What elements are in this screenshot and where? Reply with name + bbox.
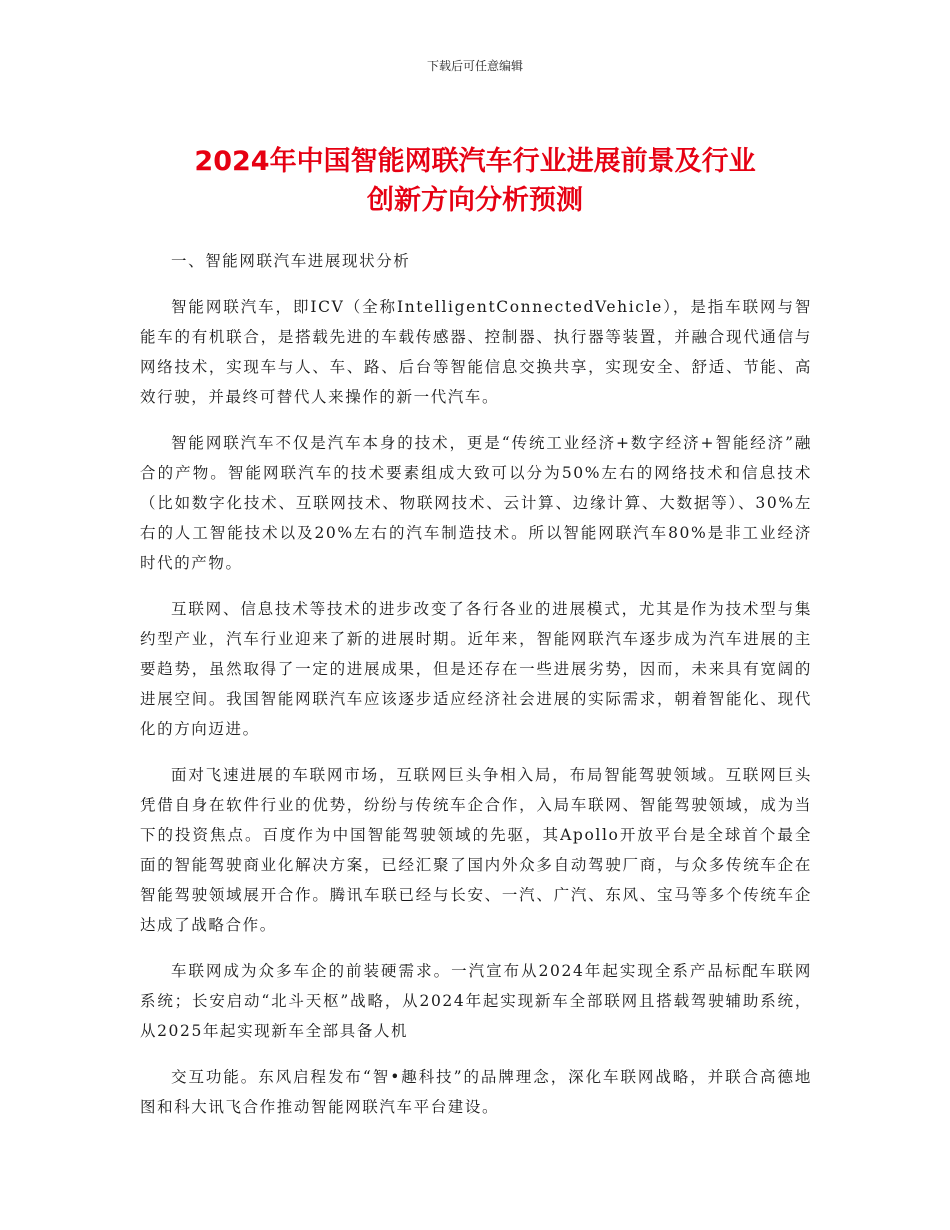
document-body xyxy=(140,246,812,1138)
paragraph-icv-definition: 智能网联汽车，即ICV（全称IntelligentConnectedVehicle），是指车联网与智能车的有机联合，是搭载先进的车载传感器、控制器、执行器等装置，并融合现代通信与网络技术，实现车与人、车、路、后台等智能信息交换共享，实现安全、舒适、节能、高效行驶，并最终可替代人来操作的新一代汽车。 xyxy=(140,298,812,406)
document-title xyxy=(130,142,820,220)
paragraph-dongfeng-strategy: 交互功能。东风启程发布“智•趣科技”的品牌理念，深化车联网战略，并联合高德地图和科大讯飞合作推动智能网联汽车平台建设。 xyxy=(140,1068,812,1116)
section-heading: 一、智能网联汽车进展现状分析 xyxy=(171,252,411,270)
document-title-line-1: 2024年中国智能网联汽车行业进展前景及行业 xyxy=(194,146,756,177)
paragraph-technology-composition: 智能网联汽车不仅是汽车本身的技术，更是“传统工业经济+数字经济+智能经济”融合的产物。智能网联汽车的技术要素组成大致可以分为50%左右的网络技术和信息技术（比如数字化技术、互联网技术、物联网技术、云计算、边缘计算、大数据等）、30%左右的人工智能技术以及20%左右的汽车制造技术。所以智能网联汽车80%是非工业经济时代的产物。 xyxy=(140,434,812,572)
download-note: 下载后可任意编辑 xyxy=(426,59,523,73)
paragraph-industry-development: 互联网、信息技术等技术的进步改变了各行各业的进展模式，尤其是作为技术型与集约型产业，汽车行业迎来了新的进展时期。近年来，智能网联汽车逐步成为汽车进展的主要趋势，虽然取得了一定的进展成果，但是还存在一些进展劣势，因而，未来具有宽阔的进展空间。我国智能网联汽车应该逐步适应经济社会进展的实际需求，朝着智能化、现代化的方向迈进。 xyxy=(140,600,812,738)
document-title-line-2: 创新方向分析预测 xyxy=(367,185,583,216)
paragraph-internet-giants: 面对飞速进展的车联网市场，互联网巨头争相入局，布局智能驾驶领域。互联网巨头凭借自身在软件行业的优势，纷纷与传统车企合作，入局车联网、智能驾驶领域，成为当下的投资焦点。百度作为中国智能驾驶领域的先驱，其Apollo开放平台是全球首个最全面的智能驾驶商业化解决方案，已经汇聚了国内外众多自动驾驶厂商，与众多传统车企在智能驾驶领域展开合作。腾讯车联已经与长安、一汽、广汽、东风、宝马等多个传统车企达成了战略合作。 xyxy=(140,766,812,934)
paragraph-automaker-requirements: 车联网成为众多车企的前装硬需求。一汽宣布从2024年起实现全系产品标配车联网系统；长安启动“北斗天枢”战略，从2024年起实现新车全部联网且搭载驾驶辅助系统，从2025年起实现新车全部具备人机 xyxy=(140,962,812,1040)
